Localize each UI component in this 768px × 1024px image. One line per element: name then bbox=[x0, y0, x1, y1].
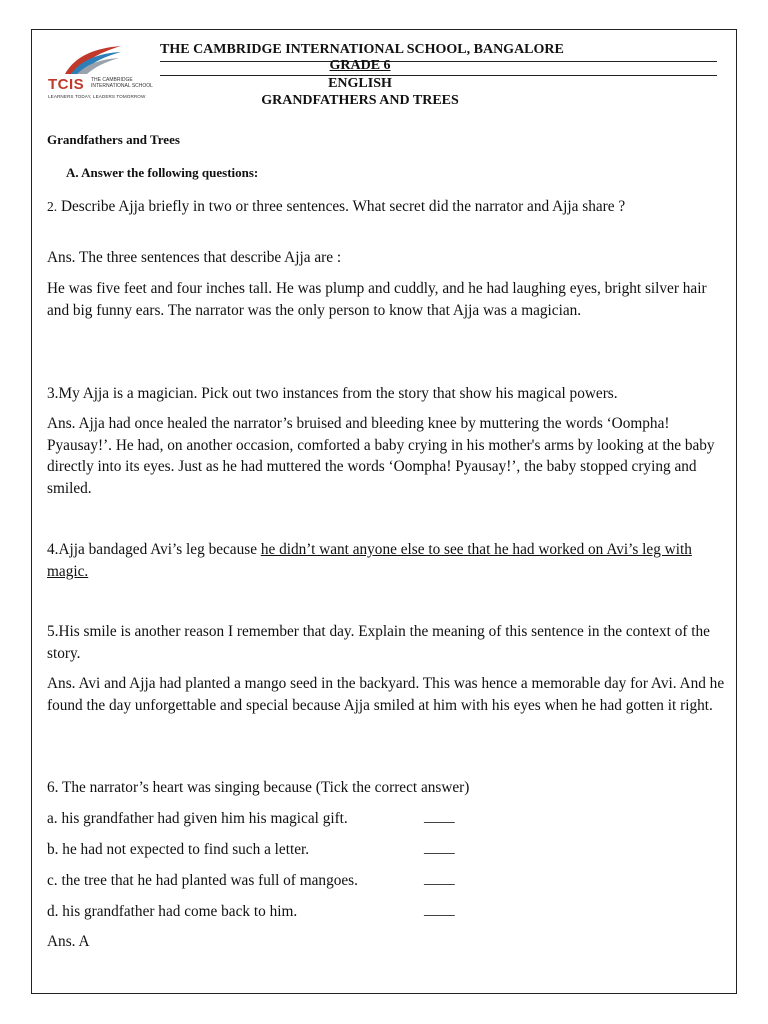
question-6: 6. The narrator’s heart was singing because (Tick the correct answer) bbox=[47, 779, 470, 796]
question-4-lead: 4.Ajja bandaged Avi’s leg because bbox=[47, 541, 261, 558]
answer-5: Ans. Avi and Ajja had planted a mango seed in the backyard. This was hence a memorable day for Avi. And he found the day unforgettable and special because Ajja smiled at him with his eyes when he had gotten it right. bbox=[47, 675, 725, 714]
option-c-blank[interactable]: ____ bbox=[424, 870, 455, 887]
grade-heading: GRADE 6 bbox=[329, 58, 391, 73]
logo-school-name: THE CAMBRIDGE INTERNATIONAL SCHOOL bbox=[91, 77, 153, 89]
topic-heading: GRANDFATHERS AND TREES bbox=[261, 93, 459, 108]
answer-3: Ans. Ajja had once healed the narrator’s bruised and bleeding knee by muttering the words ‘Oompha! Pyausay!’. He had, on another occasion, comforted a baby crying in his mother's arms by looking at the baby directly into its eyes. Just as he had muttered the words ‘Oompha! Pyausay!’, the baby stopped crying and smiled. bbox=[47, 415, 715, 498]
option-c: c. the tree that he had planted was full of mangoes. bbox=[47, 872, 358, 889]
answer-6: Ans. A bbox=[47, 933, 90, 950]
option-b: b. he had not expected to find such a letter. bbox=[47, 841, 310, 858]
subject-heading: ENGLISH bbox=[328, 76, 392, 91]
option-a-blank[interactable]: ____ bbox=[424, 808, 455, 825]
answer-2-intro: Ans. The three sentences that describe Ajja are : bbox=[47, 249, 342, 266]
question-3: 3.My Ajja is a magician. Pick out two instances from the story that show his magical powers. bbox=[47, 385, 618, 402]
question-5: 5.His smile is another reason I remember that day. Explain the meaning of this sentence in the context of the story. bbox=[47, 623, 710, 662]
section-a-heading: A. Answer the following questions: bbox=[66, 165, 259, 180]
question-2-text: Describe Ajja briefly in two or three sentences. What secret did the narrator and Ajja share ? bbox=[57, 198, 626, 215]
answer-4: he didn’t want anyone else to see that he had worked on Avi’s leg with magic. bbox=[47, 541, 692, 580]
logo-swoosh-icon bbox=[61, 44, 123, 76]
question-2-number: 2. bbox=[47, 199, 58, 214]
option-b-blank[interactable]: ____ bbox=[424, 839, 455, 856]
answer-2: He was five feet and four inches tall. He was plump and cuddly, and he had laughing eyes, bright silver hair and big funny ears. The narrator was the only person to know that Ajja was a magician. bbox=[47, 280, 707, 319]
school-logo bbox=[47, 44, 159, 102]
worksheet-title: Grandfathers and Trees bbox=[47, 132, 180, 147]
logo-tagline: LEARNERS TODAY, LEADERS TOMORROW bbox=[48, 94, 146, 99]
option-d: d. his grandfather had come back to him. bbox=[47, 903, 298, 920]
question-4 bbox=[47, 539, 729, 582]
option-d-blank[interactable]: ____ bbox=[424, 901, 455, 918]
logo-abbr: TCIS bbox=[48, 76, 85, 93]
question-2 bbox=[47, 196, 729, 218]
school-name-heading: THE CAMBRIDGE INTERNATIONAL SCHOOL, BANGALORE bbox=[160, 42, 564, 57]
option-a: a. his grandfather had given him his magical gift. bbox=[47, 810, 348, 827]
